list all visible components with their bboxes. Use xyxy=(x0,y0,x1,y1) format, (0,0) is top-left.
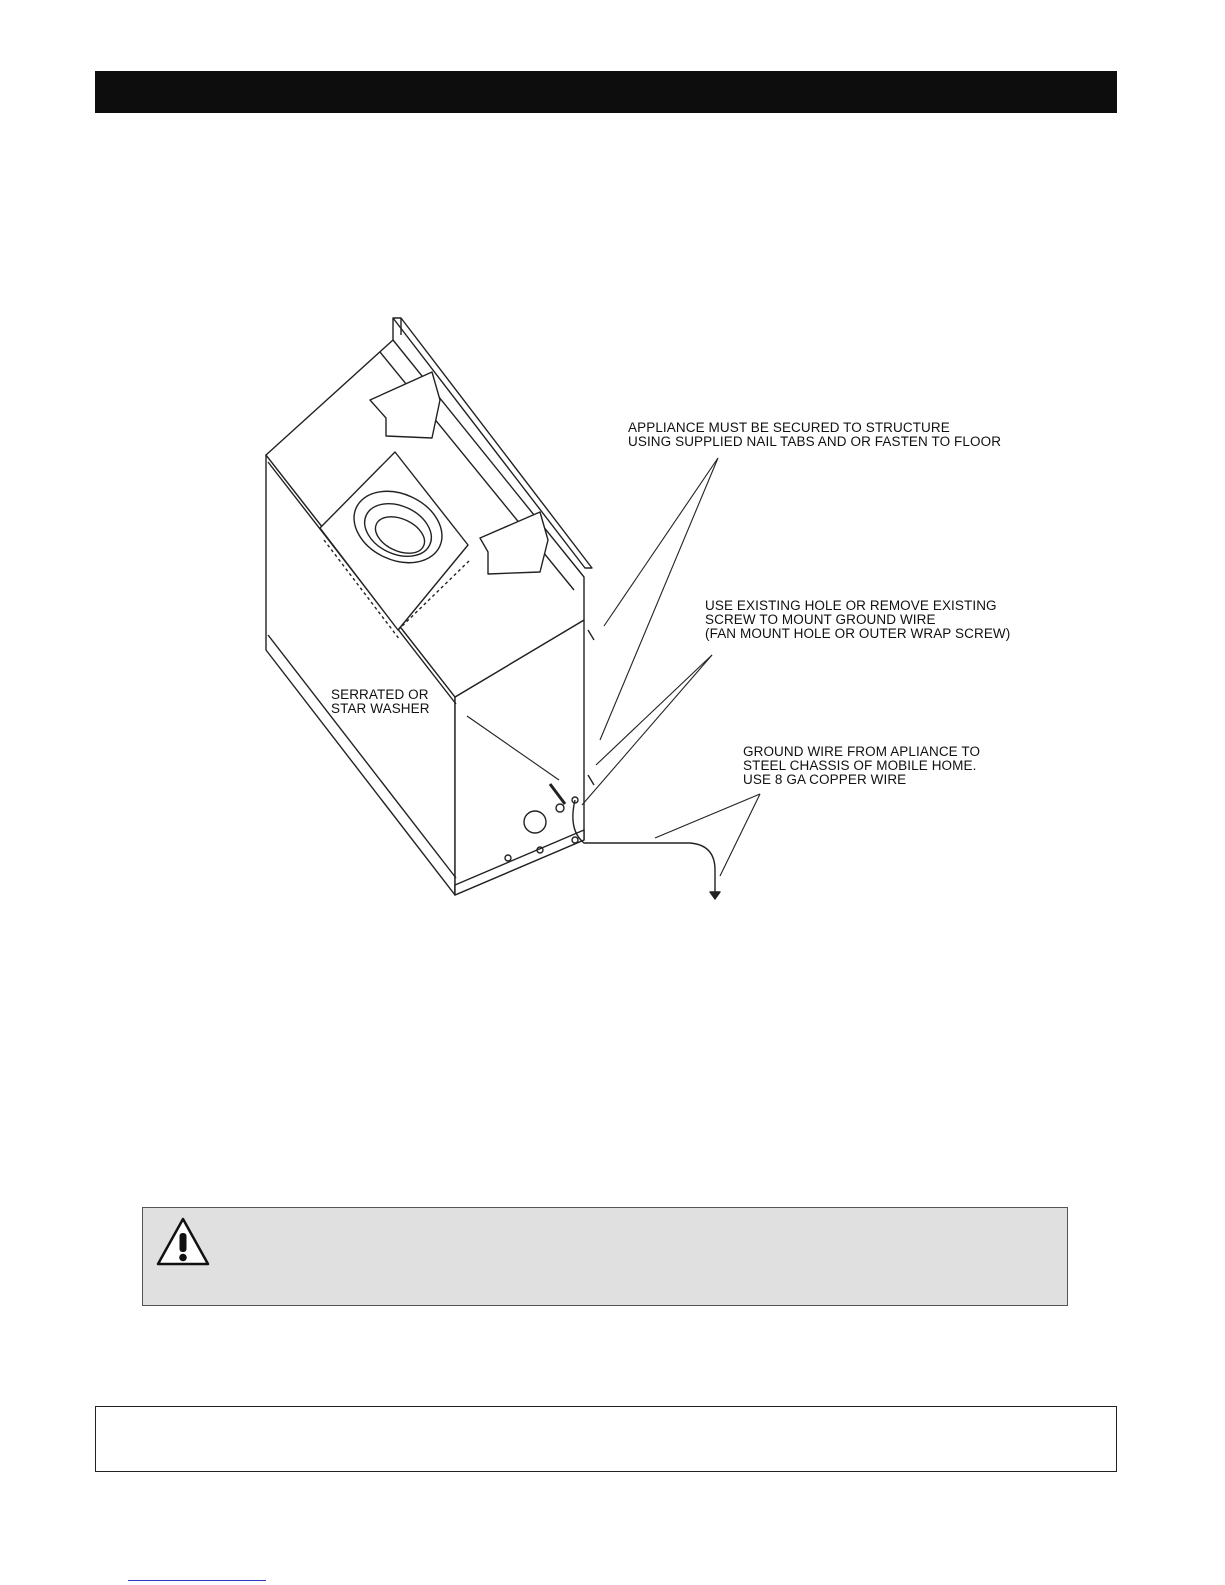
callout-secured: APPLIANCE MUST BE SECURED TO STRUCTURE USING SUPPLIED NAIL TABS AND OR FASTEN TO FLOOR xyxy=(628,420,1002,449)
footer-note-box xyxy=(95,1406,1117,1472)
ground-wire xyxy=(573,800,715,892)
warning-triangle-icon xyxy=(155,1216,211,1273)
callout-ground-wire: GROUND WIRE FROM APLIANCE TO STEEL CHASSIS OF MOBILE HOME. USE 8 GA COPPER WIRE xyxy=(743,744,981,787)
warning-box xyxy=(142,1207,1068,1306)
callout-washer: SERRATED OR STAR WASHER xyxy=(331,687,430,716)
footer-link-rule xyxy=(128,1580,266,1581)
callout-existing-hole: USE EXISTING HOLE OR REMOVE EXISTING SCREW TO MOUNT GROUND WIRE (FAN MOUNT HOLE OR OUTER WRAP SCREW) xyxy=(705,598,1011,641)
